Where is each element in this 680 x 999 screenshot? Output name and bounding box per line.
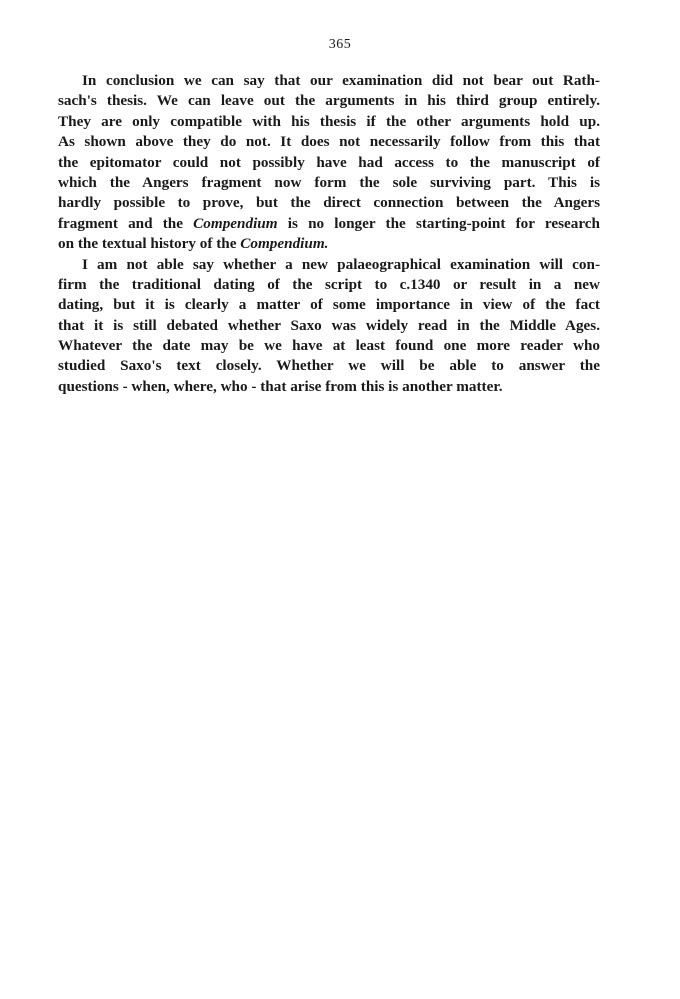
text-segment: is no longer the starting-point for research — [277, 214, 600, 232]
text-line: the epitomator could not possibly have had access to the manuscript of — [58, 153, 600, 171]
italic-title: Compendium. — [240, 235, 329, 253]
paragraph-dating — [58, 255, 600, 398]
page-number: 365 — [328, 37, 352, 52]
paragraph-conclusion — [58, 71, 600, 255]
text-line: In conclusion we can say that our examination did not bear out Rath- — [82, 72, 600, 89]
text-line: Whatever the date may be we have at least found one more reader who — [58, 337, 600, 355]
text-line — [58, 234, 600, 254]
text-segment: on the textual history of the — [58, 235, 241, 253]
text-line: They are only compatible with his thesis if the other arguments hold up. — [58, 112, 600, 130]
text-line: questions - when, where, who - that arise from this is another matter. — [58, 377, 503, 395]
text-line: hardly possible to prove, but the direct connection between the Angers — [58, 194, 600, 212]
text-line — [58, 214, 600, 234]
italic-title: Compendium — [193, 214, 278, 232]
text-line: studied Saxo's text closely. Whether we will be able to answer the — [58, 357, 600, 375]
text-line: I am not able say whether a new palaeographical examination will con- — [82, 255, 600, 273]
text-line: sach's thesis. We can leave out the arguments in his third group entirely. — [58, 92, 600, 110]
text-line: which the Angers fragment now form the sole surviving part. This is — [58, 173, 600, 191]
text-line: firm the traditional dating of the script to c.1340 or result in a new — [58, 275, 600, 293]
text-segment: fragment and the — [58, 214, 194, 232]
text-line: As shown above they do not. It does not necessarily follow from this that — [58, 133, 600, 151]
text-line: dating, but it is clearly a matter of some importance in view of the fact — [58, 296, 600, 314]
text-line: that it is still debated whether Saxo was widely read in the Middle Ages. — [58, 316, 600, 334]
body-text — [58, 71, 600, 397]
